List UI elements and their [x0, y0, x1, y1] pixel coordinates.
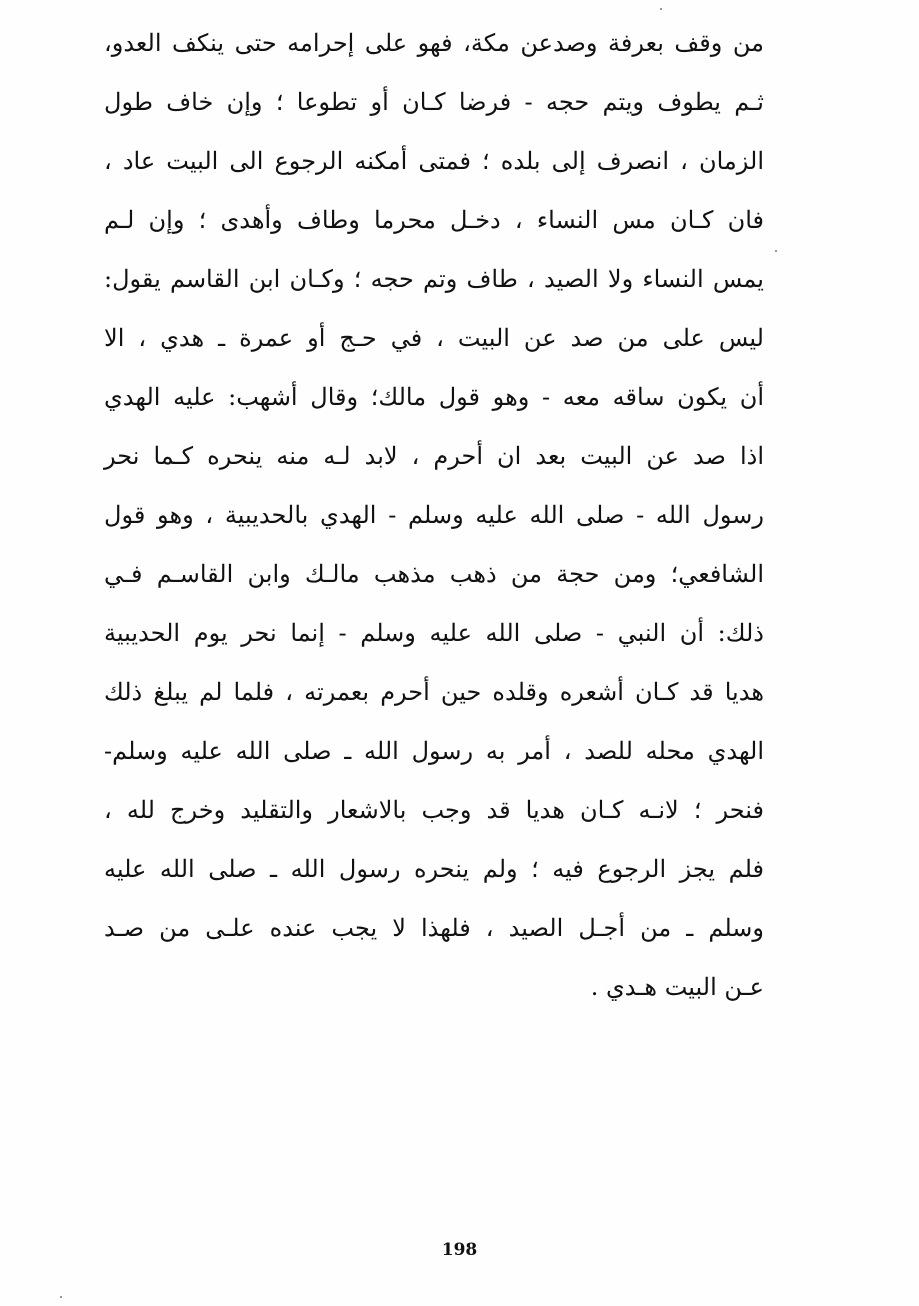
scan-speck: [60, 1296, 62, 1298]
text-line-9: رسول الله - صلى الله عليه وسلم - الهدي بالحديبية ، وهو قول: [104, 501, 764, 529]
text-line-2: ثـم يطوف ويتم حجه - فرضا كـان أو تطوعا ؛ وإن خاف طول: [104, 88, 764, 116]
body-text: [104, 14, 764, 1017]
text-line-8: اذا صد عن البيت بعد ان أحرم ، لابد لـه منه ينحره كـما نحر: [104, 442, 764, 470]
text-line-15: فلم يجز الرجوع فيه ؛ ولم ينحره رسول الله ـ صلى الله عليه: [104, 855, 764, 883]
scan-speck: [775, 250, 777, 252]
text-line-16: وسلم ـ من أجـل الصيد ، فلهذا لا يجب عنده علـى من صـد: [104, 914, 764, 942]
text-line-1: من وقف بعرفة وصدعن مكة، فهو على إحرامه حتى ينكف العدو،: [104, 29, 764, 57]
text-line-6: ليس على من صد عن البيت ، في حـج أو عمرة ـ هدي ، الا: [104, 324, 764, 352]
page-number: 198: [441, 1240, 478, 1260]
text-line-4: فان كـان مس النساء ، دخـل محرما وطاف وأهدى ؛ وإن لـم: [104, 206, 764, 234]
text-line-5: يمس النساء ولا الصيد ، طاف وتم حجه ؛ وكـان ابن القاسم يقول:: [104, 265, 764, 293]
text-line-13: الهدي محله للصد ، أمر به رسول الله ـ صلى الله عليه وسلم-: [104, 737, 764, 765]
scan-speck: [660, 8, 662, 10]
text-line-12: هديا قد كـان أشعره وقلده حين أحرم بعمرته ، فلما لم يبلغ ذلك: [104, 678, 764, 706]
text-line-11: ذلك: أن النبي - صلى الله عليه وسلم - إنما نحر يوم الحديبية: [104, 619, 764, 647]
text-line-17: عـن البيت هـدي .: [590, 973, 764, 1001]
text-line-14: فنحر ؛ لانـه كـان هديا قد وجب بالاشعار والتقليد وخرج لله ،: [104, 796, 764, 824]
text-line-10: الشافعي؛ ومن حجة من ذهب مذهب مالـك وابن القاسـم فـي: [104, 560, 764, 588]
text-line-3: الزمان ، انصرف إلى بلده ؛ فمتى أمكنه الرجوع الى البيت عاد ،: [104, 147, 764, 175]
text-line-7: أن يكون ساقه معه - وهو قول مالك؛ وقال أشهب: عليه الهدي: [104, 383, 765, 411]
